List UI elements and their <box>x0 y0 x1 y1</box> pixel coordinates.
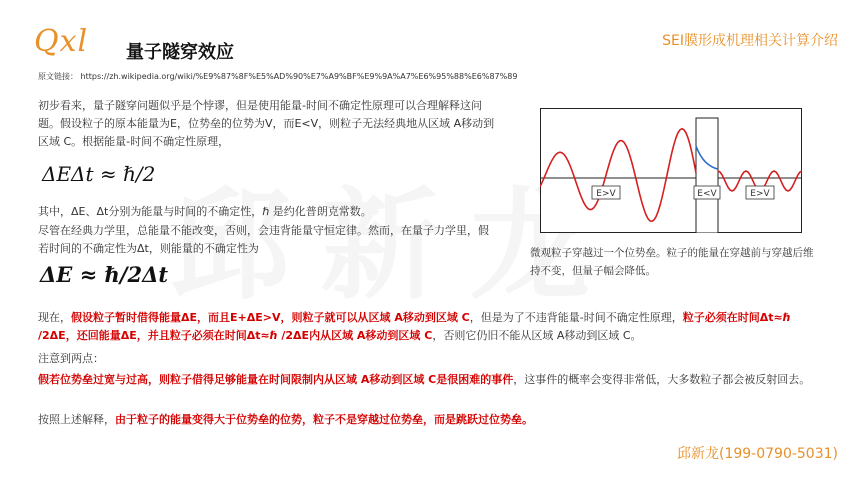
svg-text:E>V: E>V <box>750 189 770 199</box>
region-label-b <box>694 186 720 199</box>
conclusion-paragraph: 按照上述解释，由于粒子的能量变得大于位势垒的位势，粒子不是穿越过位势垒，而是跳跃过位势垒。 <box>38 413 533 426</box>
classical-paragraph: 尽管在经典力学里，总能量不能改变，否则，会违背能量守恒定律。然而，在量子力学里，假若时间的不确定性为Δt，则能量的不确定性为 <box>38 224 489 255</box>
footer-contact: 邱新龙(199-0790-5031) <box>676 446 838 462</box>
note-heading: 注意到两点： <box>38 352 104 365</box>
barrier <box>696 118 718 233</box>
figure-caption: 微观粒子穿越过一个位势垒。粒子的能量在穿越前与穿越后维持不变，但量子幅会降低。 <box>530 247 814 277</box>
intro-paragraph: 初步看来，量子隧穿问题似乎是个悖谬，但是使用能量-时间不确定性原理可以合理解释这问题。假设粒子的原本能量为E，位势垒的位势为V，而E<V，则粒子无法经典地从区域 A移动到区域 C。根据能量-时间不确定性原理， <box>38 99 495 148</box>
source-line <box>38 71 517 82</box>
formula-uncertainty: ΔEΔt ≈ ℏ/2 <box>42 162 156 186</box>
svg-text:E<V: E<V <box>697 189 717 199</box>
explain-paragraph: 其中，ΔE、Δt分别为能量与时间的不确定性，ℏ 是约化普朗克常数。 <box>38 205 372 218</box>
page-title: 量子隧穿效应 <box>126 42 234 63</box>
formula-energy: ΔE ≈ ℏ/2Δt <box>40 262 169 287</box>
svg-text:E>V: E>V <box>596 189 616 199</box>
source-label: 原文链接： <box>38 72 78 81</box>
tunneling-figure <box>540 108 802 233</box>
region-label-c <box>746 186 774 199</box>
borrow-energy-paragraph: 现在，假设粒子暂时借得能量ΔE，而且E+ΔE>V，则粒子就可以从区域 A移动到区域 C，但是为了不违背能量-时间不确定性原理，粒子必须在时间Δt≈ℏ /2ΔE，还回能量ΔE，并且粒子必须在时间Δt≈ℏ /2ΔE内从区域 A移动到区域 C，否则它仍旧不能从区域 A移动到区域 C。 <box>38 311 791 342</box>
figure-frame <box>541 109 802 233</box>
presentation-topic: SEI膜形成机理相关计算介绍 <box>662 33 838 49</box>
source-link[interactable]: https://zh.wikipedia.org/wiki/%E9%87%8F%E5%AD%90%E7%A9%BF%E9%9A%A7%E6%95%88%E6%87%89 <box>80 72 518 81</box>
logo: Qxl <box>34 24 89 59</box>
note-paragraph: 假若位势垒过宽与过高，则粒子借得足够能量在时间限制内从区域 A移动到区域 C是很困难的事件，这事件的概率会变得非常低，大多数粒子都会被反射回去。 <box>38 373 811 386</box>
region-label-a <box>592 186 620 199</box>
